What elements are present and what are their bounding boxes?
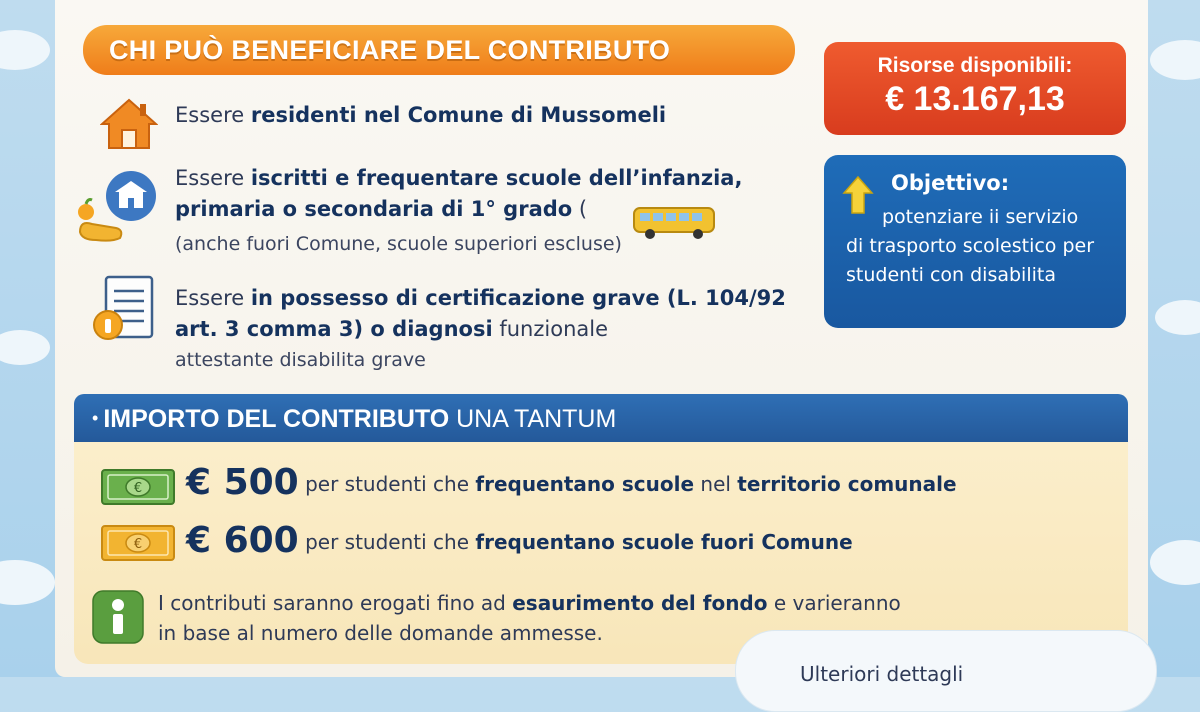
info-icon	[92, 590, 144, 648]
school-icon	[105, 170, 157, 226]
cloud-decoration	[0, 30, 50, 70]
cloud-decoration	[1155, 300, 1200, 335]
objective-box	[824, 155, 1126, 328]
objective-text	[846, 203, 1116, 290]
bullet-icon: •	[92, 408, 104, 428]
eligibility-heading: CHI PUÒ BENEFICIARE DEL CONTRIBUTO	[83, 25, 795, 75]
amount-value-600: € 600	[186, 520, 299, 561]
details-partial-text: Ulteriori dettagli	[800, 662, 964, 686]
eligibility-item-enrollment: Essere iscritti e frequentare scuole dell’infanzia, primaria o secondaria di 1° grado (	[175, 166, 743, 221]
eligibility-item-certification-note: attestante disabilita grave	[175, 349, 426, 371]
cloud-decoration	[0, 330, 50, 365]
cloud-decoration	[1150, 40, 1200, 80]
amount-heading: • IMPORTO DEL CONTRIBUTO UNA TANTUM	[74, 394, 1128, 442]
resources-label: Risorse disponibili:	[877, 54, 1073, 77]
banknote-green-icon	[100, 466, 178, 512]
eligibility-item-enrollment-note: (anche fuori Comune, scuole superiori escluse)	[175, 233, 622, 255]
house-icon	[100, 98, 158, 154]
eligibility-item-residency: Essere residenti nel Comune di Mussomeli	[175, 103, 667, 127]
amount-info-note: I contributi saranno erogati fino ad esaurimento del fondo e varieranno in base al numero delle domande ammesse.	[158, 591, 901, 645]
amount-row-local: € 500 per studenti che frequentano scuole nel territorio comunale	[186, 462, 957, 503]
amount-value-500: € 500	[186, 462, 299, 503]
svg-text:€: €	[133, 481, 143, 496]
objective-line-1: potenziare ii servizio	[882, 206, 1079, 228]
school-bus-icon	[632, 204, 722, 244]
svg-text:€: €	[133, 537, 143, 552]
objective-title: Objettivo:	[891, 171, 1010, 195]
resources-value: € 13.167,13	[885, 80, 1065, 118]
cloud-decoration	[1150, 540, 1200, 585]
cloud-decoration	[0, 560, 55, 605]
objective-line-rest: di trasporto scolestico per studenti con disabilita	[846, 235, 1095, 286]
banknote-orange-icon	[100, 522, 178, 568]
amount-row-external: € 600 per studenti che frequentano scuole fuori Comune	[186, 520, 853, 561]
resources-box	[824, 42, 1126, 135]
certificate-icon	[88, 273, 160, 353]
eligibility-item-certification: Essere in possesso di certificazione grave (L. 104/92 art. 3 comma 3) o diagnosi funzionale	[175, 286, 786, 341]
